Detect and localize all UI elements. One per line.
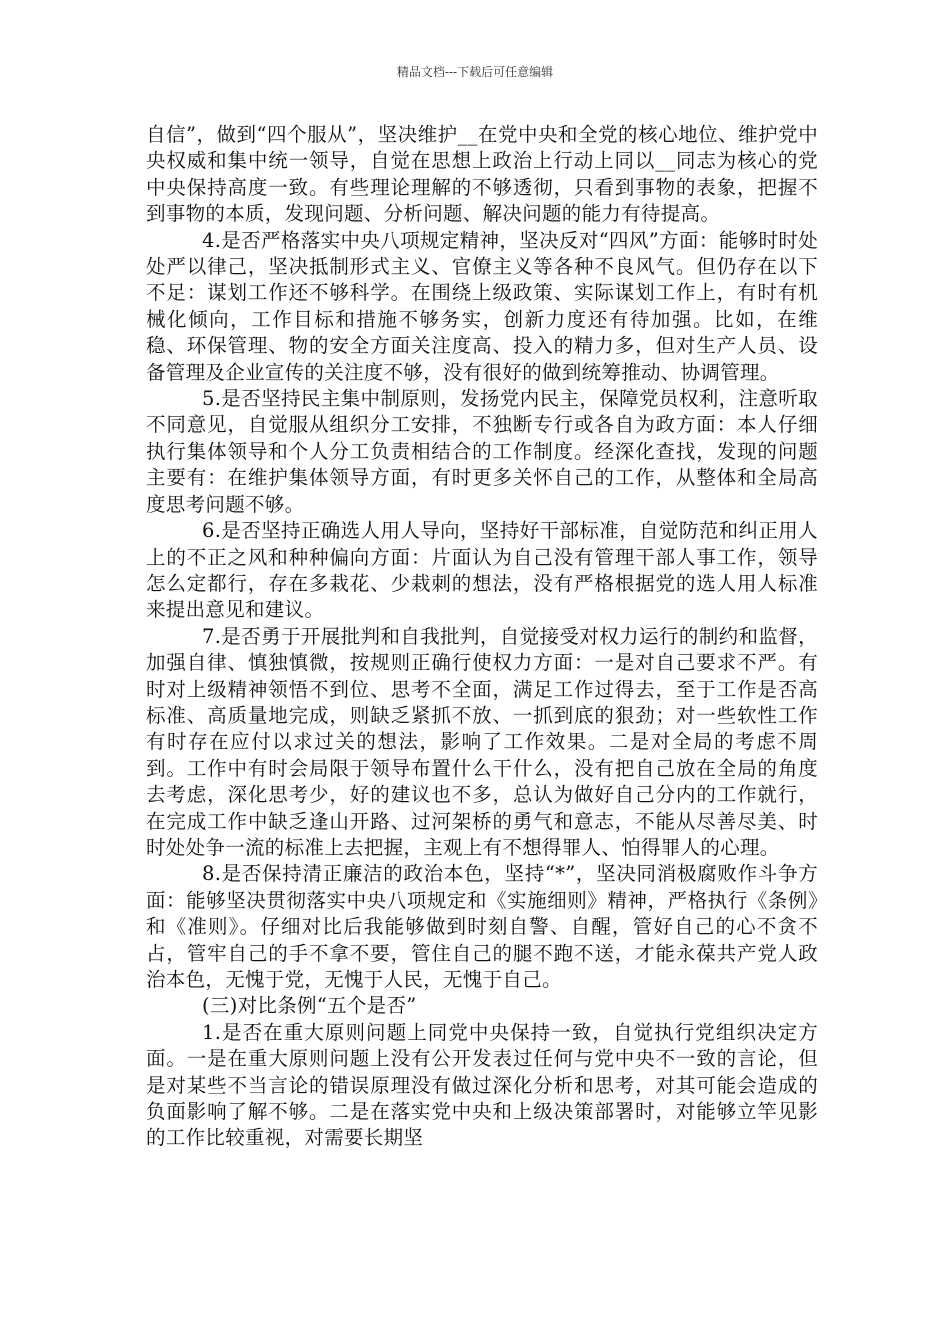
paragraph-item-7: 7.是否勇于开展批判和自我批判，自觉接受对权力运行的制约和监督，加强自律、慎独慎微，按规则正确行使权力方面：一是对自己要求不严。有时对上级精神领悟不到位、思考不全面，满足工作过得去，至于工作是否高标准、高质量地完成，则缺乏紧抓不放、一抓到底的狠劲；对一些软性工作有时存在应付以求过关的想法，影响了工作效果。二是对全局的考虑不周到。工作中有时会局限于领导布置什么干什么，没有把自己放在全局的角度去考虑，深化思考少，好的建议也不多，总认为做好自己分内的工作就行，在完成工作中缺乏逢山开路、过河架桥的勇气和意志，不能从尽善尽美、时时处处争一流的标准上去把握，主观上有不想得罪人、怕得罪人的心理。 [146, 624, 818, 859]
paragraph-item-4: 4.是否严格落实中央八项规定精神，坚决反对“四风”方面：能够时时处处严以律己，坚决抵制形式主义、官僚主义等各种不良风气。但仍存在以下不足：谋划工作还不够科学。在围绕上级政策、实际谋划工作上，有时有机械化倾向，工作目标和措施不够务实，创新力度还有待加强。比如，在维稳、环保管理、物的安全方面关注度高、投入的精力多，但对生产人员、设备管理及企业宣传的关注度不够，没有很好的做到统筹推动、协调管理。 [146, 228, 818, 384]
page-header: 精品文档---下载后可任意编辑 [396, 65, 554, 79]
paragraph-item-8: 8.是否保持清正廉洁的政治本色，坚持“*”，坚决同消极腐败作斗争方面：能够坚决贯彻落实中央八项规定和《实施细则》精神，严格执行《条例》和《准则》。仔细对比后我能够做到时刻自警、自醒，管好自己的心不贪不占，管牢自己的手不拿不要，管住自己的腿不跑不送，才能永葆共产党人政治本色，无愧于党，无愧于人民，无愧于自己。 [146, 862, 818, 991]
paragraph-item-5: 5.是否坚持民主集中制原则，发扬党内民主，保障党员权利，注意听取不同意见，自觉服从组织分工安排，不独断专行或各自为政方面：本人仔细执行集体领导和个人分工负责相结合的工作制度。经深化查找，发现的问题主要有：在维护集体领导方面，有时更多关怀自己的工作，从整体和全局高度思考问题不够。 [146, 387, 818, 516]
paragraph-item-1: 1.是否在重大原则问题上同党中央保持一致，自觉执行党组织决定方面。一是在重大原则问题上没有公开发表过任何与党中央不一致的言论，但是对某些不当言论的错误原理没有做过深化分析和思考，对其可能会造成的负面影响了解不够。二是在落实党中央和上级决策部署时，对能够立竿见影的工作比较重视，对需要长期坚 [146, 1020, 818, 1150]
paragraph-item-6: 6.是否坚持正确选人用人导向，坚持好干部标准，自觉防范和纠正用人上的不正之风和种种偏向方面：片面认为自己没有管理干部人事工作，领导怎么定都行，存在多栽花、少栽刺的想法，没有严格根据党的选人用人标准来提出意见和建议。 [146, 519, 818, 622]
section-heading: (三)对比条例“五个是否” [202, 994, 417, 1018]
paragraph-continuation: 自信”，做到“四个服从”，坚决维护__在党中央和全党的核心地位、维护党中央权威和集中统一领导，自觉在思想上政治上行动上同以__同志为核心的党中央保持高度一致。有些理论理解的不够透彻，只看到事物的表象，把握不到事物的本质，发现问题、分析问题、解决问题的能力有待提高。 [146, 123, 818, 226]
document-body [146, 122, 818, 1152]
